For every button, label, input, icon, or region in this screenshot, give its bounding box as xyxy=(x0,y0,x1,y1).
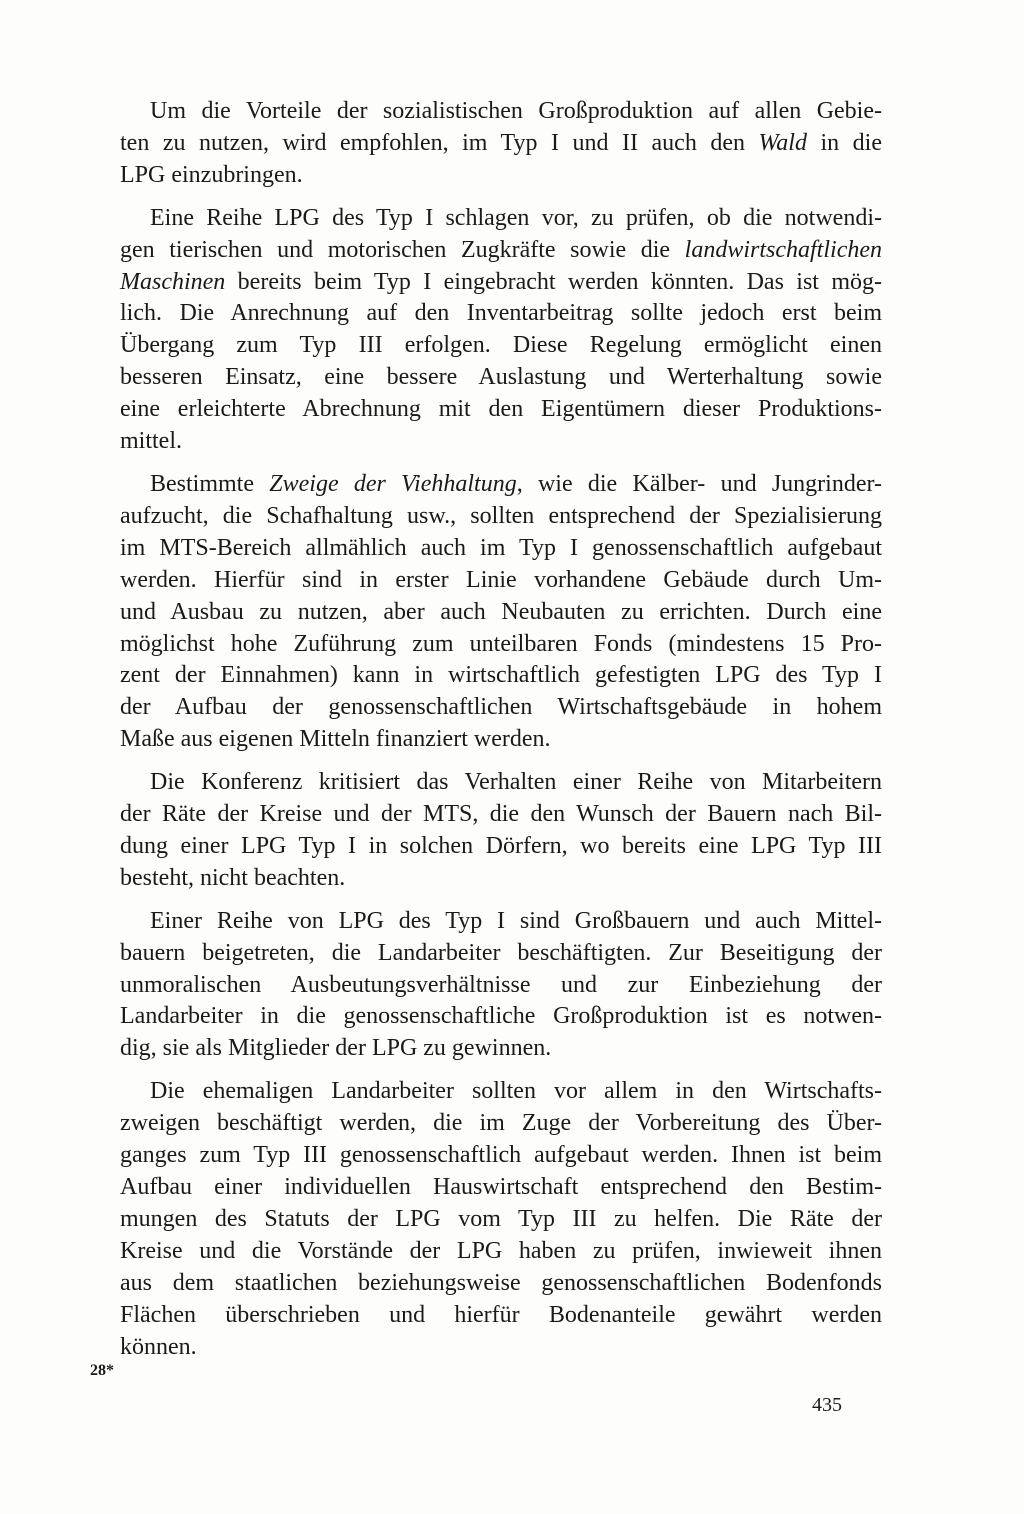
text-line: Die Konferenz kritisiert das Verhalten einer Reihe von Mitarbeitern xyxy=(150,769,882,796)
text-line: lich. Die Anrechnung auf den Inventarbeitrag sollte jedoch erst beim xyxy=(120,300,882,327)
paragraph xyxy=(90,96,882,192)
text-line: eine erleichterte Abrechnung mit den Eigentümern dieser Produktions- xyxy=(120,396,882,423)
text-line: Flächen überschrieben und hierfür Bodenanteile gewährt werden xyxy=(120,1301,882,1328)
text-line: Um die Vorteile der sozialistischen Großproduktion auf allen Gebie- xyxy=(150,98,882,124)
text-line: ganges zum Typ III genossenschaftlich aufgebaut werden. Ihnen ist beim xyxy=(120,1142,882,1169)
text-line: Eine Reihe LPG des Typ I schlagen vor, zu prüfen, ob die notwendi- xyxy=(150,204,882,231)
paragraph xyxy=(90,906,882,1066)
text-line: im MTS-Bereich allmählich auch im Typ I genossenschaftlich aufgebaut xyxy=(120,534,882,561)
text-line: zweigen beschäftigt werden, die im Zuge der Vorbereitung des Über- xyxy=(120,1110,882,1137)
text-line: möglichst hohe Zuführung zum unteilbaren Fonds (mindestens 15 Pro- xyxy=(120,630,882,657)
paragraph xyxy=(90,1076,882,1363)
text-line: zent der Einnahmen) kann in wirtschaftlich gefestigten LPG des Typ I xyxy=(120,662,882,689)
text-line: unmoralischen Ausbeutungsverhältnisse und zur Einbeziehung der xyxy=(120,971,882,998)
text-line: Aufbau einer individuellen Hauswirtschaft entsprechend den Bestim- xyxy=(120,1174,882,1200)
text-line: bauern beigetreten, die Landarbeiter beschäftigten. Zur Beseitigung der xyxy=(120,939,882,966)
text-line: können. xyxy=(120,1333,197,1360)
text-line: mittel. xyxy=(120,428,182,455)
text-line: dig, sie als Mitglieder der LPG zu gewinnen. xyxy=(120,1035,552,1062)
text-line: gen tierischen und motorischen Zugkräfte sowie die landwirtschaftlichen xyxy=(120,236,882,263)
text-line: der Aufbau der genossenschaftlichen Wirtschaftsgebäude in hohem xyxy=(120,694,882,721)
text-line: besteht, nicht beachten. xyxy=(120,864,346,891)
text-line: werden. Hierfür sind in erster Linie vorhandene Gebäude durch Um- xyxy=(120,566,882,593)
paragraph xyxy=(90,203,882,458)
text-line: Maschinen bereits beim Typ I eingebracht werden könnten. Das ist mög- xyxy=(120,268,882,295)
text-line: Einer Reihe von LPG des Typ I sind Großbauern und auch Mittel- xyxy=(150,907,882,934)
text-line: aufzucht, die Schafhaltung usw., sollten entsprechend der Spezialisierung xyxy=(120,502,882,529)
text-line: besseren Einsatz, eine bessere Auslastung und Werterhaltung sowie xyxy=(120,364,882,391)
body-text xyxy=(90,96,882,1374)
paragraph xyxy=(90,767,882,895)
paragraph xyxy=(90,469,882,756)
text-line: Kreise und die Vorstände der LPG haben zu prüfen, inwieweit ihnen xyxy=(120,1237,882,1264)
text-line: der Räte der Kreise und der MTS, die den Wunsch der Bauern nach Bil- xyxy=(120,801,882,828)
page-number: 435 xyxy=(812,1394,842,1416)
text-line: Maße aus eigenen Mitteln finanziert werden. xyxy=(120,726,551,753)
text-line: mungen des Statuts der LPG vom Typ III zu helfen. Die Räte der xyxy=(120,1205,882,1232)
text-line: ten zu nutzen, wird empfohlen, im Typ I und II auch den Wald in die xyxy=(120,129,882,156)
text-line: Bestimmte Zweige der Viehhaltung, wie die Kälber- und Jungrinder- xyxy=(150,470,883,497)
text-line: LPG einzubringen. xyxy=(120,161,303,188)
text-line: Die ehemaligen Landarbeiter sollten vor allem in den Wirtschafts- xyxy=(150,1078,882,1105)
text-line: dung einer LPG Typ I in solchen Dörfern, wo bereits eine LPG Typ III xyxy=(120,832,882,859)
signature-mark: 28* xyxy=(90,1362,114,1379)
text-line: und Ausbau zu nutzen, aber auch Neubauten zu errichten. Durch eine xyxy=(120,598,882,625)
text-line: Übergang zum Typ III erfolgen. Diese Regelung ermöglicht einen xyxy=(120,332,882,359)
text-line: aus dem staatlichen beziehungsweise genossenschaftlichen Bodenfonds xyxy=(120,1269,882,1296)
text-line: Landarbeiter in die genossenschaftliche Großproduktion ist es notwen- xyxy=(120,1003,882,1030)
